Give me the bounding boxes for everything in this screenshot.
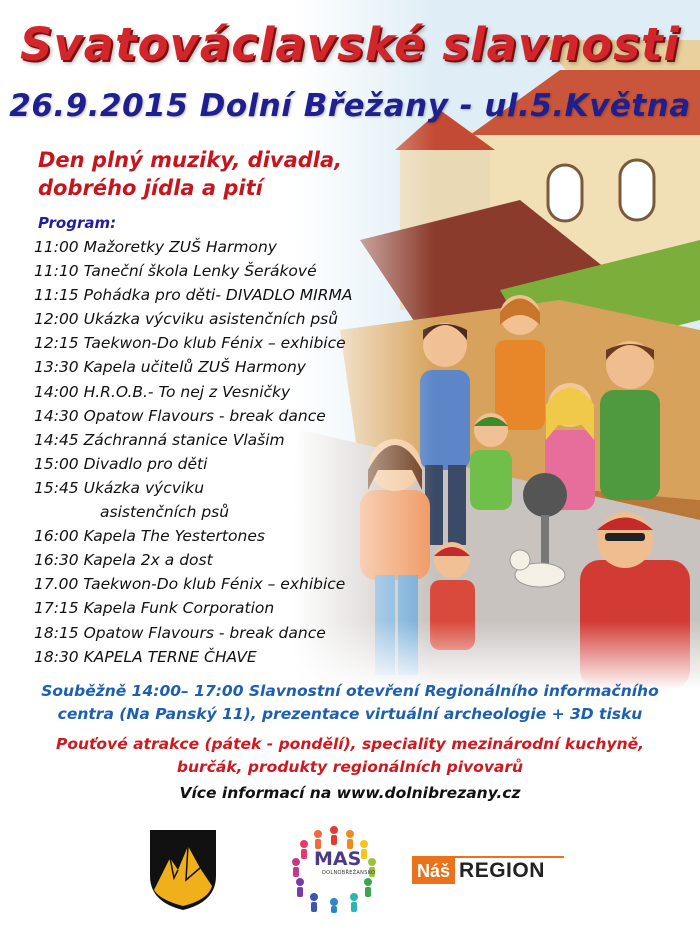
program-item: 13:30 Kapela učitelů ZUŠ Harmony — [34, 358, 306, 377]
tagline — [38, 146, 398, 202]
program-list — [34, 235, 454, 669]
website-info: Více informací na www.dolnibrezany.cz — [179, 784, 521, 802]
program-item: 11:00 Mažoretky ZUŠ Harmony — [34, 238, 277, 256]
program-item: 18:30 KAPELA TERNE ČHAVE — [34, 647, 257, 666]
program-item: 11:15 Pohádka pro děti- DIVADLO MIRMA — [34, 286, 353, 305]
tagline-line: Den plný muziky, divadla, — [38, 148, 343, 172]
nas-region-logo — [412, 858, 545, 884]
program-item: 12:00 Ukázka výcviku asistenčních psů — [34, 310, 339, 329]
fair-attractions-info — [0, 733, 700, 779]
mas-logo-text: MAS — [314, 848, 362, 870]
program-item: 14:00 H.R.O.B.- To nej z Vesničky — [34, 382, 291, 401]
program-item-continuation: asistenčních psů — [100, 503, 230, 522]
fair-line: Pouťové atrakce (pátek - pondělí), speciality mezinárodní kuchyně, — [55, 735, 645, 753]
tagline-line: dobrého jídla a pití — [38, 176, 263, 200]
region-logo-word: REGION — [459, 859, 545, 882]
fair-line: burčák, produkty regionálních pivovarů — [176, 758, 524, 776]
program-item: 15:00 Divadlo pro děti — [34, 454, 208, 473]
program-item: 16:00 Kapela The Yestertones — [34, 527, 265, 546]
program-item: 18:15 Opatow Flavours - break dance — [34, 623, 326, 642]
mountain-crest-icon — [148, 828, 218, 912]
region-logo-prefix: Náš — [412, 858, 455, 884]
program-item: 14:30 Opatow Flavours - break dance — [34, 406, 326, 425]
program-item: 11:10 Taneční škola Lenky Šerákové — [34, 262, 317, 281]
event-title: Svatováclavské slavnosti — [20, 18, 680, 71]
parallel-line: centra (Na Panský 11), prezentace virtuální archeologie + 3D tisku — [57, 705, 643, 723]
program-item: 17.00 Taekwon-Do klub Fénix – exhibice — [34, 575, 346, 594]
program-label: Program: — [38, 214, 117, 232]
event-date-location: 26.9.2015 Dolní Břežany - ul.5.Května — [9, 88, 691, 124]
mas-logo-subtext: DOLNOBŘEŽANSKO — [322, 870, 376, 876]
parallel-event-info — [0, 680, 700, 726]
program-item: 16:30 Kapela 2x a dost — [34, 551, 213, 570]
program-item: 15:45 Ukázka výcviku — [34, 478, 205, 497]
parallel-line: Souběžně 14:00– 17:00 Slavnostní otevření Regionálního informačního — [41, 682, 659, 700]
program-item: 12:15 Taekwon-Do klub Fénix – exhibice — [34, 334, 346, 353]
program-item: 17:15 Kapela Funk Corporation — [34, 599, 275, 618]
program-item: 14:45 Záchranná stanice Vlašim — [34, 430, 285, 449]
